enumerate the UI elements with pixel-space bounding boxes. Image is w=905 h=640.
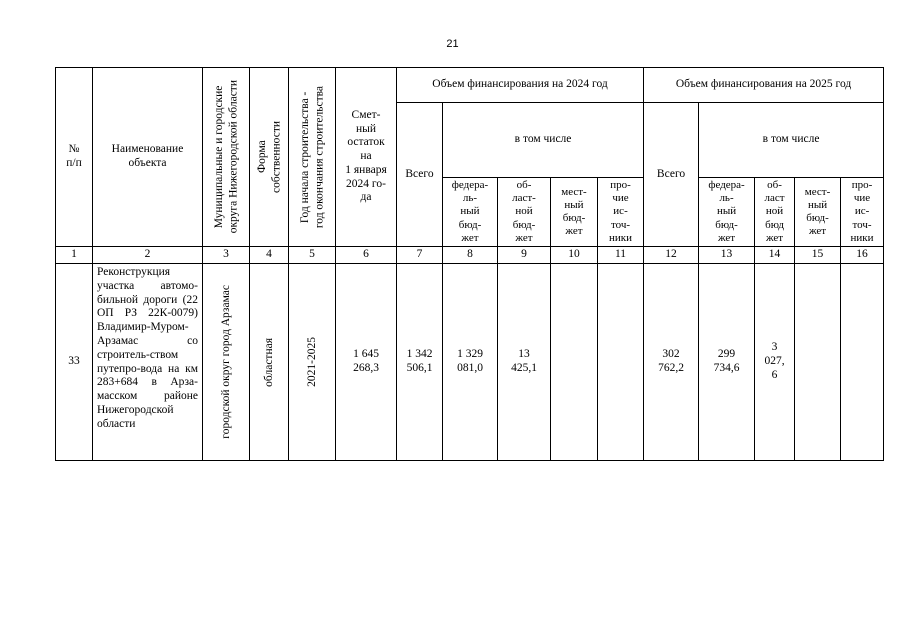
header-including-2024: в том числе: [443, 103, 644, 178]
header-total-2025: Всего: [644, 103, 699, 247]
row-local-2024: [551, 264, 598, 461]
column-number: 4: [250, 247, 289, 264]
column-number: 13: [699, 247, 755, 264]
row-total-2024: 1 342 506,1: [397, 264, 443, 461]
header-row-1: [56, 68, 884, 103]
row-total-2025: 302 762,2: [644, 264, 699, 461]
table-row: [56, 264, 884, 461]
header-including-2025: в том числе: [699, 103, 884, 178]
row-regional-2024: 13 425,1: [498, 264, 551, 461]
column-number: 11: [598, 247, 644, 264]
row-municipality-text: городской округ город Арзамас: [219, 285, 232, 439]
header-num: № п/п: [56, 68, 93, 247]
header-federal-2025: федера- ль- ный бюд- жет: [699, 178, 755, 247]
row-years: [289, 264, 336, 461]
row-ownership: [250, 264, 289, 461]
column-number: 7: [397, 247, 443, 264]
page-number: 21: [446, 38, 459, 50]
row-other-2024: [598, 264, 644, 461]
row-ownership-text: областная: [262, 337, 275, 387]
row-municipality: [203, 264, 250, 461]
row-name: Реконструкция участка автомо-бильной дороги (22 ОП РЗ 22К-0079) Владимир-Муром-Арзамас со строитель-ством путепро-вода на км 283+684 в Арза-масском районе Нижегородской области: [93, 264, 203, 461]
row-years-text: 2021-2025: [305, 337, 318, 387]
column-number-row: [56, 247, 884, 264]
row-regional-2025: 3 027, 6: [755, 264, 795, 461]
header-years: [289, 68, 336, 247]
header-local-2024: мест- ный бюд- жет: [551, 178, 598, 247]
header-regional-2025: об- ласт ной бюд жет: [755, 178, 795, 247]
row-federal-2025: 299 734,6: [699, 264, 755, 461]
column-number: 15: [795, 247, 841, 264]
column-number: 1: [56, 247, 93, 264]
header-total-2024: Всего: [397, 103, 443, 247]
column-number: 10: [551, 247, 598, 264]
column-number: 6: [336, 247, 397, 264]
row-local-2025: [795, 264, 841, 461]
column-number: 2: [93, 247, 203, 264]
row-estimate: 1 645 268,3: [336, 264, 397, 461]
row-num: 33: [56, 264, 93, 461]
column-number: 14: [755, 247, 795, 264]
row-other-2025: [841, 264, 884, 461]
header-other-2025: про- чие ис- точ- ники: [841, 178, 884, 247]
header-ownership: [250, 68, 289, 247]
header-years-text: Год начала строительства - год окончания строительства: [298, 85, 325, 229]
column-number: 12: [644, 247, 699, 264]
column-number: 9: [498, 247, 551, 264]
row-federal-2024: 1 329 081,0: [443, 264, 498, 461]
header-estimate: Смет- ный остаток на 1 января 2024 го- да: [336, 68, 397, 247]
header-federal-2024: федера- ль- ный бюд- жет: [443, 178, 498, 247]
header-municipality-text: Муниципальные и городские округа Нижегородской области: [212, 80, 239, 234]
header-municipality: [203, 68, 250, 247]
header-funding-2025: Объем финансирования на 2025 год: [644, 68, 884, 103]
header-local-2025: мест- ный бюд- жет: [795, 178, 841, 247]
header-funding-2024: Объем финансирования на 2024 год: [397, 68, 644, 103]
header-ownership-text: Форма собственности: [255, 121, 282, 193]
header-name: Наименование объекта: [93, 68, 203, 247]
column-number: 8: [443, 247, 498, 264]
financing-table: [55, 67, 884, 461]
column-number: 16: [841, 247, 884, 264]
column-number: 5: [289, 247, 336, 264]
header-other-2024: про- чие ис- точ- ники: [598, 178, 644, 247]
column-number: 3: [203, 247, 250, 264]
header-regional-2024: об- ласт- ной бюд- жет: [498, 178, 551, 247]
